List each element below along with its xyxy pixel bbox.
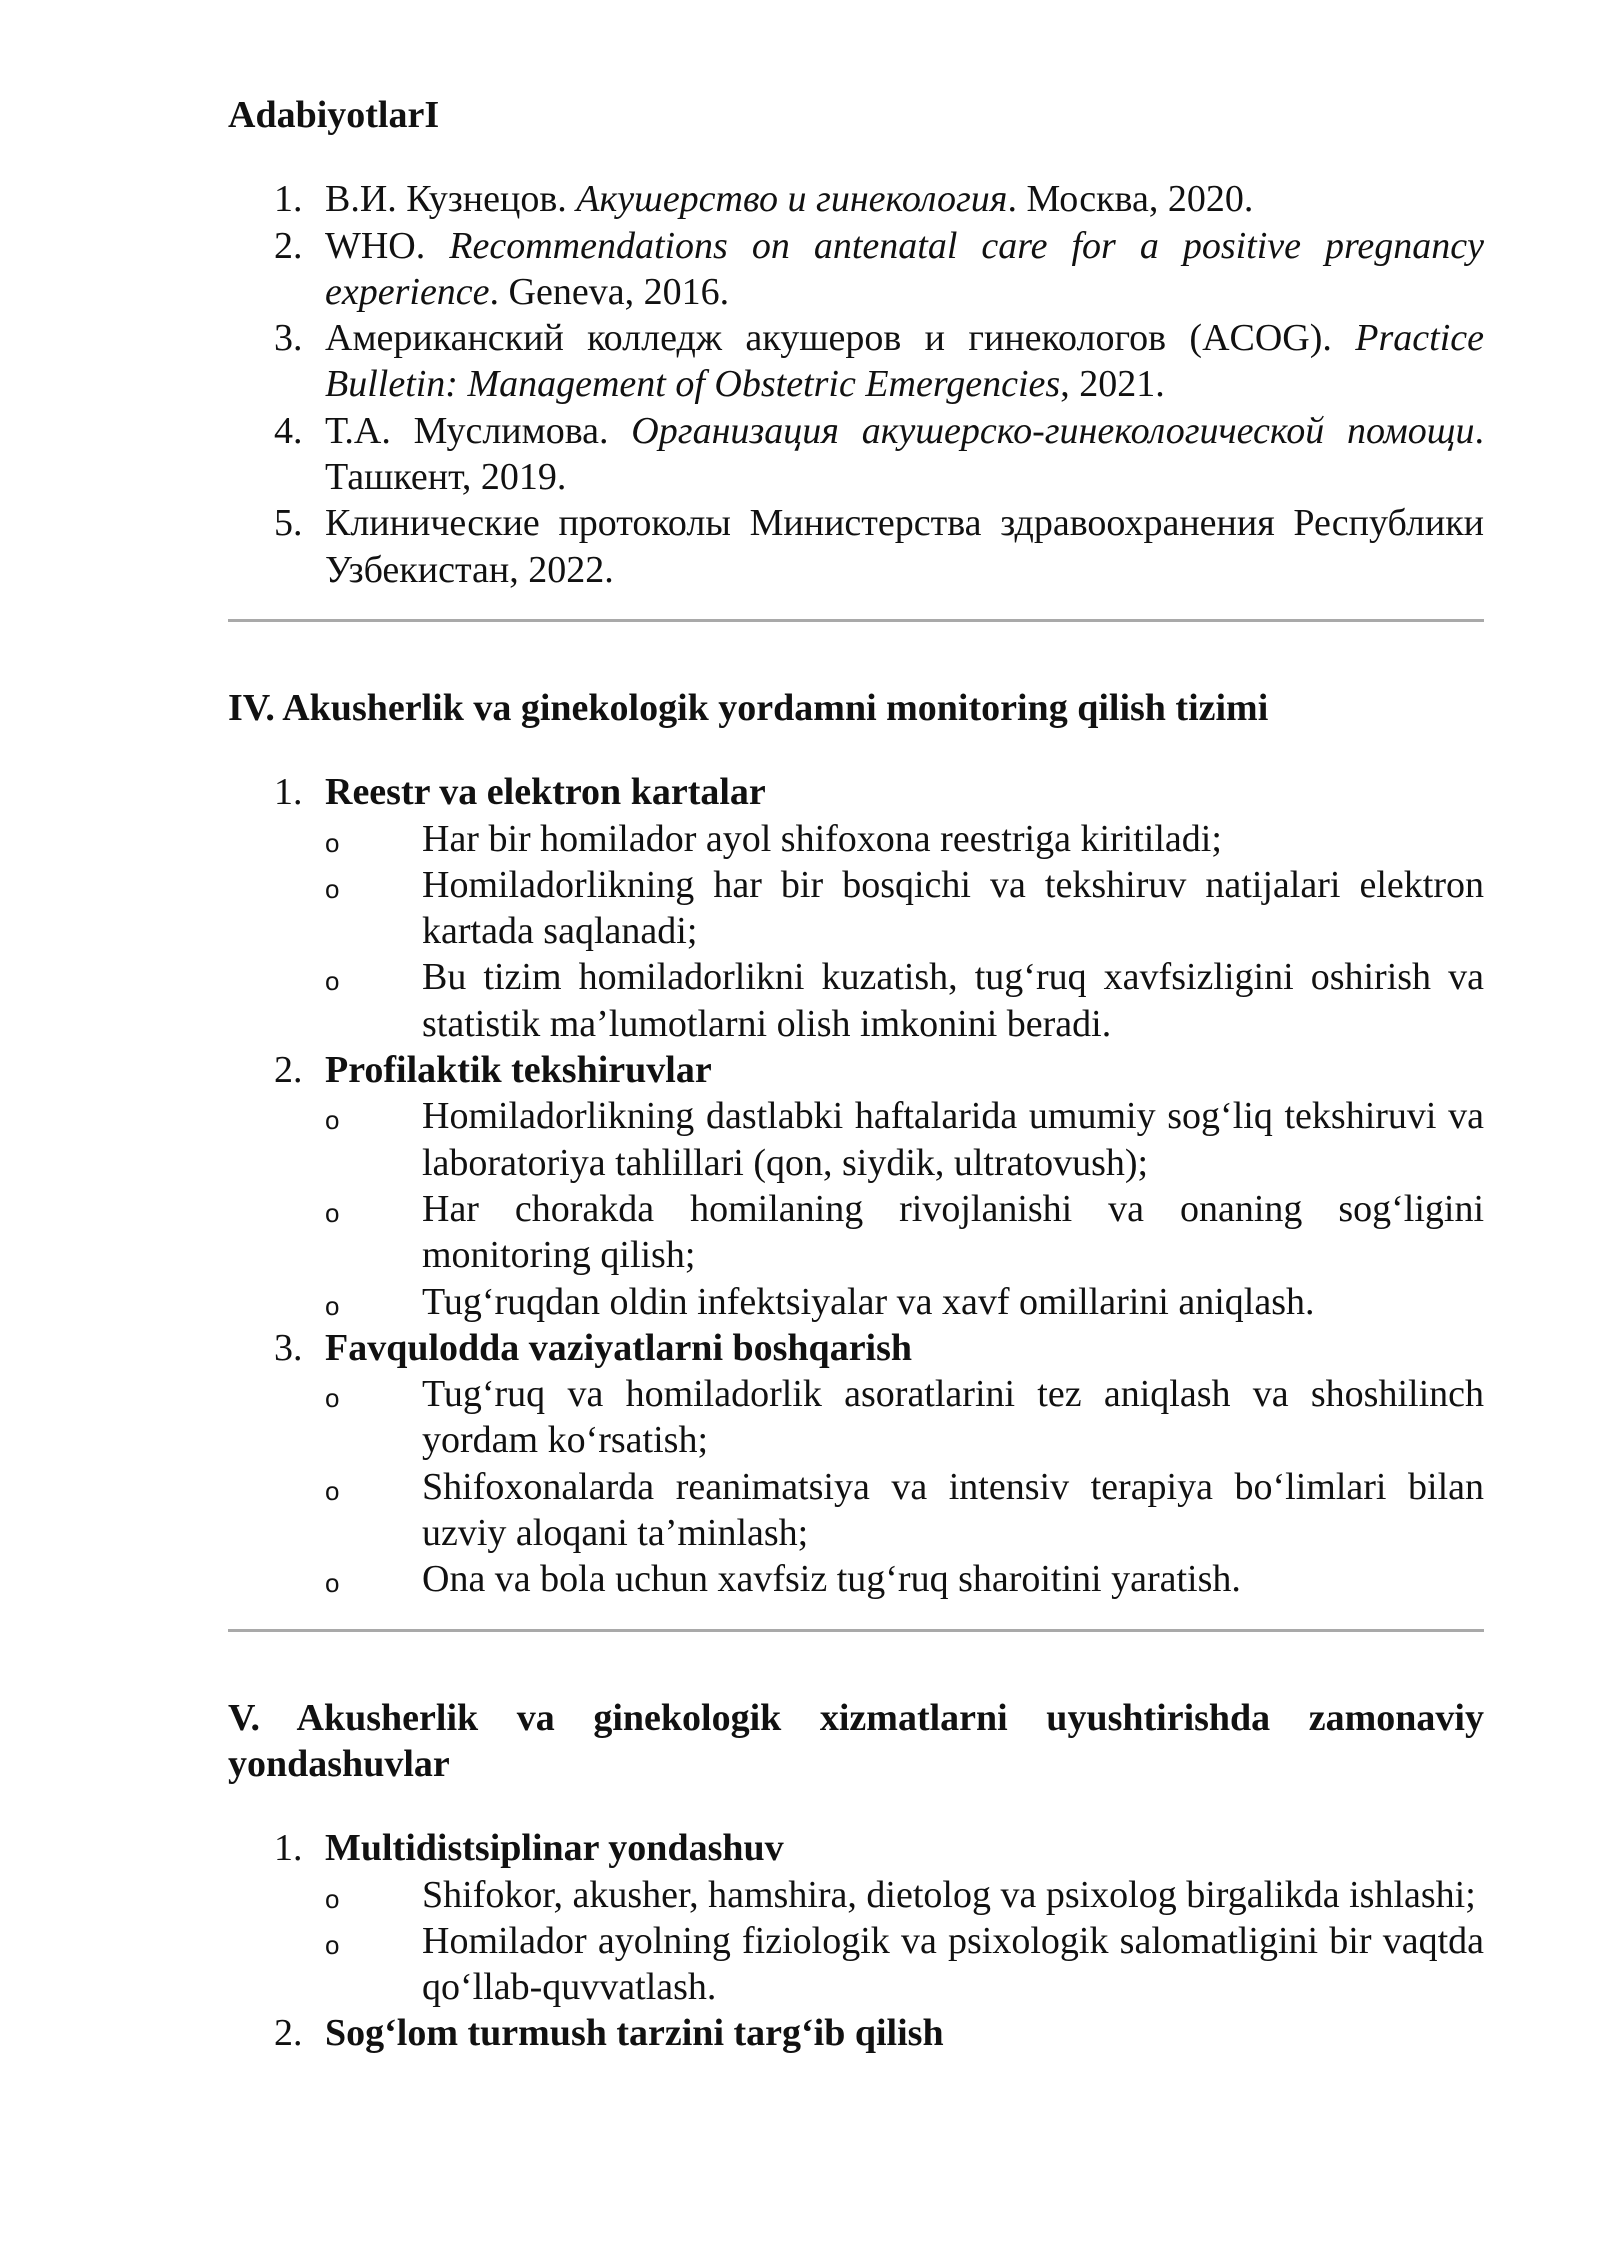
reference-item: [228, 223, 1484, 316]
bullet-item: [325, 954, 1484, 1047]
bullet-marker: o: [325, 1475, 340, 1506]
bullet-list: [325, 1872, 1484, 2011]
bullet-text: Tug‘ruqdan oldin infektsiyalar va xavf omillarini aniqlash.: [422, 1280, 1315, 1323]
item-title: Multidistsiplinar yondashuv: [325, 1827, 784, 1870]
bullet-item: [325, 1918, 1484, 2011]
bullet-item: [325, 1556, 1484, 1602]
bullet-text: Bu tizim homiladorlikni kuzatish, tug‘ruq xavfsizligini oshirish va statistik ma’lumotlarni olish imkonini beradi.: [422, 956, 1484, 1045]
reference-publisher: . Ташкент, 2019.: [325, 409, 1484, 499]
bullet-text: Tug‘ruq va homiladorlik asoratlarini tez aniqlash va shoshilinch yordam ko‘rsatish;: [422, 1373, 1484, 1462]
bullet-item: [325, 1872, 1484, 1918]
bullet-marker: o: [325, 1290, 340, 1321]
reference-title: Practice Bulletin: Management of Obstetric Emergencies: [325, 317, 1484, 406]
reference-item: [228, 408, 1484, 501]
reference-title: Организация акушерско-гинекологической помощи: [631, 409, 1475, 452]
section-iv-item: [228, 1325, 1484, 1603]
reference-author: WHO.: [325, 224, 450, 267]
section-iv-item: [228, 1047, 1484, 1325]
reference-item: [228, 500, 1484, 593]
reference-item: [228, 176, 1484, 222]
bullet-marker: o: [325, 1929, 340, 1960]
item-title: Favqulodda vaziyatlarni boshqarish: [325, 1326, 913, 1369]
section-iv-heading: IV. Akusherlik va ginekologik yordamni monitoring qilish tizimi: [228, 686, 1269, 729]
bullet-item: [325, 862, 1484, 955]
section-v-list: [228, 1825, 1484, 2056]
reference-number: 4.: [274, 409, 303, 452]
reference-title: Recommendations on antenatal care for a positive pregnancy experience: [325, 224, 1484, 313]
reference-number: 1.: [274, 178, 303, 221]
bullet-text: Shifoxonalarda reanimatsiya va intensiv terapiya bo‘limlari bilan uzviy aloqani ta’minlash;: [422, 1465, 1484, 1555]
bullet-item: [325, 1186, 1484, 1279]
section-v-item: [228, 1825, 1484, 2010]
bullet-item: [325, 1371, 1484, 1464]
bullet-marker: o: [325, 966, 340, 997]
item-number: 2.: [274, 1049, 303, 1092]
bullet-marker: o: [325, 1383, 340, 1414]
bullet-text: Har chorakda homilaning rivojlanishi va onaning sog‘ligini monitoring qilish;: [422, 1187, 1484, 1277]
reference-publisher: . Geneva, 2016.: [489, 270, 730, 313]
item-number: 3.: [274, 1326, 303, 1369]
reference-item: [228, 315, 1484, 408]
bullet-list: [325, 1093, 1484, 1324]
reference-publisher: . Москва, 2020.: [1007, 178, 1254, 221]
bullet-item: [325, 816, 1484, 862]
reference-author: Т.А. Муслимова.: [325, 409, 632, 452]
bullet-text: Homiladorlikning har bir bosqichi va tekshiruv natijalari elektron kartada saqlanadi;: [422, 863, 1484, 953]
item-title: Profilaktik tekshiruvlar: [325, 1049, 712, 1092]
reference-title: Акушерство и гинекология: [576, 178, 1008, 221]
item-title: Reestr va elektron kartalar: [325, 771, 766, 814]
bullet-marker: o: [325, 1568, 340, 1599]
section-iv-item: [228, 769, 1484, 1047]
bullet-list: [325, 1371, 1484, 1602]
item-number: 2.: [274, 2012, 303, 2055]
reference-number: 2.: [274, 224, 303, 267]
bullet-marker: o: [325, 827, 340, 858]
reference-number: 5.: [274, 502, 303, 545]
item-number: 1.: [274, 771, 303, 814]
reference-author: Американский колледж акушеров и гинекологов (ACOG).: [325, 317, 1356, 360]
reference-publisher: , 2021.: [1060, 363, 1165, 406]
bullet-text: Har bir homilador ayol shifoxona reestriga kiritiladi;: [422, 817, 1222, 860]
bullet-text: Homilador ayolning fiziologik va psixologik salomatligini bir vaqtda qo‘llab-quvvatlash.: [422, 1919, 1484, 2009]
references-list: [228, 176, 1484, 593]
bullet-text: Shifokor, akusher, hamshira, dietolog va psixolog birgalikda ishlashi;: [422, 1873, 1476, 1916]
bullet-list: [325, 816, 1484, 1047]
bullet-text: Ona va bola uchun xavfsiz tug‘ruq sharoitini yaratish.: [422, 1558, 1241, 1601]
bullet-item: [325, 1279, 1484, 1325]
bullet-marker: o: [325, 1197, 340, 1228]
bullet-text: Homiladorlikning dastlabki haftalarida umumiy sog‘liq tekshiruvi va laboratoriya tahlillari (qon, siydik, ultratovush);: [422, 1095, 1484, 1184]
references-heading: AdabiyotlarI: [228, 94, 440, 136]
bullet-marker: o: [325, 873, 340, 904]
section-iv-list: [228, 769, 1484, 1602]
reference-text: Клинические протоколы Министерства здравоохранения Республики Узбекистан, 2022.: [325, 502, 1484, 591]
bullet-item: [325, 1093, 1484, 1186]
bullet-marker: o: [325, 1105, 340, 1136]
section-v-heading: V. Akusherlik va ginekologik xizmatlarni uyushtirishda zamonaviy yondashuvlar: [228, 1696, 1484, 1785]
item-number: 1.: [274, 1827, 303, 1870]
bullet-item: [325, 1464, 1484, 1557]
page-content: [228, 92, 1484, 2057]
reference-author: В.И. Кузнецов.: [325, 178, 577, 221]
reference-number: 3.: [274, 317, 303, 360]
section-v-item: [228, 2010, 1484, 2056]
bullet-marker: o: [325, 1883, 340, 1914]
item-title: Sog‘lom turmush tarzini targ‘ib qilish: [325, 2012, 944, 2055]
